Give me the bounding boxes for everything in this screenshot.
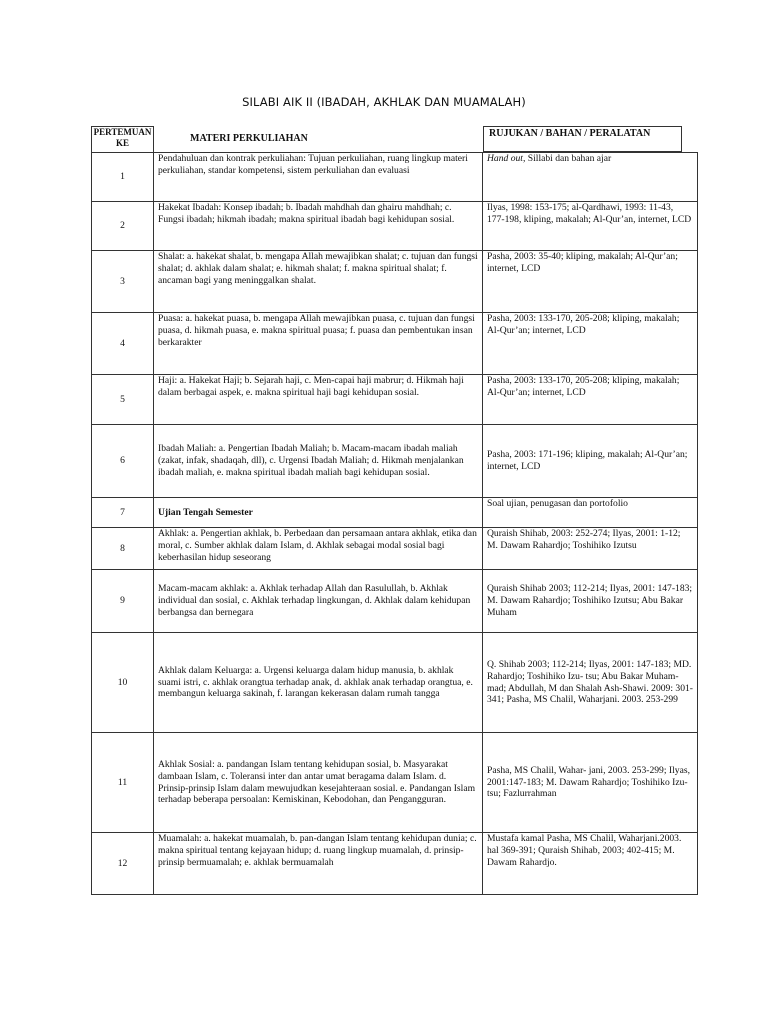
row-number: 3 [92,251,154,313]
row-rujukan: Quraish Shihab 2003; 112-214; Ilyas, 2001: 147-183; M. Dawam Rahardjo; Toshihiko Izutsu; Abu Bakar Muham [483,570,698,633]
row-materi: Muamalah: a. hakekat muamalah, b. pan-dangan Islam tentang kehidupan dunia; c. makna spiritual tentang kejayaan hidup; d. ruang lingkup muamalah, d. prinsip-prinsip bermuamalah; e. akhlak bermuamalah [154,833,483,895]
header-rujukan: RUJUKAN / BAHAN / PERALATAN [489,128,651,139]
row-materi: Puasa: a. hakekat puasa, b. mengapa Allah mewajibkan puasa, c. tujuan dan fungsi puasa, d. hikmah puasa, e. makna spiritual puasa; f. puasa dan pembentukan insan berkarakter [154,313,483,375]
row-rujukan: Q. Shihab 2003; 112-214; Ilyas, 2001: 147-183; MD. Rahardjo; Toshihiko Izu- tsu; Abu Bakar Muham- mad; Abdullah, M dan Shalah Ash-Shawi. 2009: 301-341; Pasha, MS Chalil, Waharjani. 2003. 253-299 [483,633,698,733]
row-number: 5 [92,375,154,425]
row-materi: Akhlak Sosial: a. pandangan Islam tentang kehidupan sosial, b. Masyarakat dambaan Islam, c. Toleransi inter dan antar umat beragama dalam Islam. d. Prinsip-prinsip Islam dalam mewujudkan kesejahteraan sosial. e. Pandangan Islam terhadap beberapa persoalan: Kemiskinan, Kebodohan, dan Pengangguran. [154,733,483,833]
table-row [92,528,698,570]
row-rujukan: Pasha, 2003: 171-196; kliping, makalah; Al-Qur’an; internet, LCD [483,425,698,498]
table-row [92,633,698,733]
row-rujukan: Soal ujian, penugasan dan portofolio [483,498,698,528]
row-number: 11 [92,733,154,833]
row-number: 2 [92,202,154,251]
row-number: 10 [92,633,154,733]
header-materi: MATERI PERKULIAHAN [190,133,308,144]
row-materi: Macam-macam akhlak: a. Akhlak terhadap Allah dan Rasulullah, b. Akhlak individual dan sosial, c. Akhlak terhadap lingkungan, d. Akhlak dalam kehidupan berbangsa dan bernegara [154,570,483,633]
row-rujukan: Pasha, 2003: 35-40; kliping, makalah; Al-Qur’an; internet, LCD [483,251,698,313]
row-materi: Ujian Tengah Semester [154,498,483,528]
table-row [92,833,698,895]
row-materi: Ibadah Maliah: a. Pengertian Ibadah Maliah; b. Macam-macam ibadah maliah (zakat, infak, shadaqah, dll), c. Urgensi Ibadah Maliah; d. Hikmah menjalankan ibadah maliah, e. makna spiritual ibadah maliah bagi kehidupan sosial. [154,425,483,498]
row-materi: Pendahuluan dan kontrak perkuliahan: Tujuan perkuliahan, ruang lingkup materi perkuliahan, standar kompetensi, sistem perkuliahan dan evaluasi [154,153,483,202]
row-number: 9 [92,570,154,633]
row-number: 7 [92,498,154,528]
row-rujukan: Pasha, 2003: 133-170, 205-208; kliping, makalah; Al-Qur’an; internet, LCD [483,313,698,375]
row-rujukan: Ilyas, 1998: 153-175; al-Qardhawi, 1993: 11-43, 177-198, kliping, makalah; Al-Qur’an, internet, LCD [483,202,698,251]
row-rujukan [483,153,698,202]
row-materi: Akhlak dalam Keluarga: a. Urgensi keluarga dalam hidup manusia, b. akhlak suami istri, c. akhlak orangtua terhadap anak, d. akhlak anak terhadap orangtua, e. membangun keluarga sakinah, f. larangan kekerasan dalam rumah tangga [154,633,483,733]
table-row [92,498,698,528]
row-rujukan-rest: Sillabi dan bahan ajar [525,153,612,164]
silabus-table [91,152,698,895]
table-row [92,425,698,498]
row-number: 8 [92,528,154,570]
row-rujukan-italic: Hand out, [487,153,526,164]
row-rujukan: Quraish Shihab, 2003: 252-274; Ilyas, 2001: 1-12; M. Dawam Rahardjo; Toshihiko Izutsu [483,528,698,570]
row-number: 1 [92,153,154,202]
table-row [92,153,698,202]
row-rujukan: Pasha, MS Chalil, Wahar- jani, 2003. 253-299; Ilyas, 2001:147-183; M. Dawam Rahardjo; Toshihiko Izu- tsu; Fazlurrahman [483,733,698,833]
row-materi: Haji: a. Hakekat Haji; b. Sejarah haji, c. Men-capai haji mabrur; d. Hikmah haji dalam berbagai aspek, e. makna spiritual haji bagi kehidupan sosial. [154,375,483,425]
table-row [92,733,698,833]
table-row [92,375,698,425]
header-pertemuan: PERTEMUAN KE [93,127,152,148]
page-title: SILABI AIK II (IBADAH, AKHLAK DAN MUAMALAH) [242,95,526,109]
row-number: 4 [92,313,154,375]
row-number: 6 [92,425,154,498]
row-materi: Shalat: a. hakekat shalat, b. mengapa Allah mewajibkan shalat; c. tujuan dan fungsi shalat; d. akhlak dalam shalat; e. hikmah shalat; f. makna spiritual shalat; f. ancaman bagi yang meninggalkan shalat. [154,251,483,313]
row-rujukan: Pasha, 2003: 133-170, 205-208; kliping, makalah; Al-Qur’an; internet, LCD [483,375,698,425]
table-row [92,313,698,375]
row-rujukan: Mustafa kamal Pasha, MS Chalil, Waharjani.2003. hal 369-391; Quraish Shihab, 2003; 402-415; M. Dawam Rahardjo. [483,833,698,895]
row-materi: Akhlak: a. Pengertian akhlak, b. Perbedaan dan persamaan antara akhlak, etika dan moral, c. Sumber akhlak dalam Islam, d. Akhlak sebagai modal sosial bagi keberhasilan hidup seseorang [154,528,483,570]
row-number: 12 [92,833,154,895]
row-materi: Hakekat Ibadah: Konsep ibadah; b. Ibadah mahdhah dan ghairu mahdhah; c. Fungsi ibadah; hikmah ibadah; makna spiritual ibadah bagi kehidupan sosial. [154,202,483,251]
table-row [92,202,698,251]
table-row [92,570,698,633]
table-row [92,251,698,313]
